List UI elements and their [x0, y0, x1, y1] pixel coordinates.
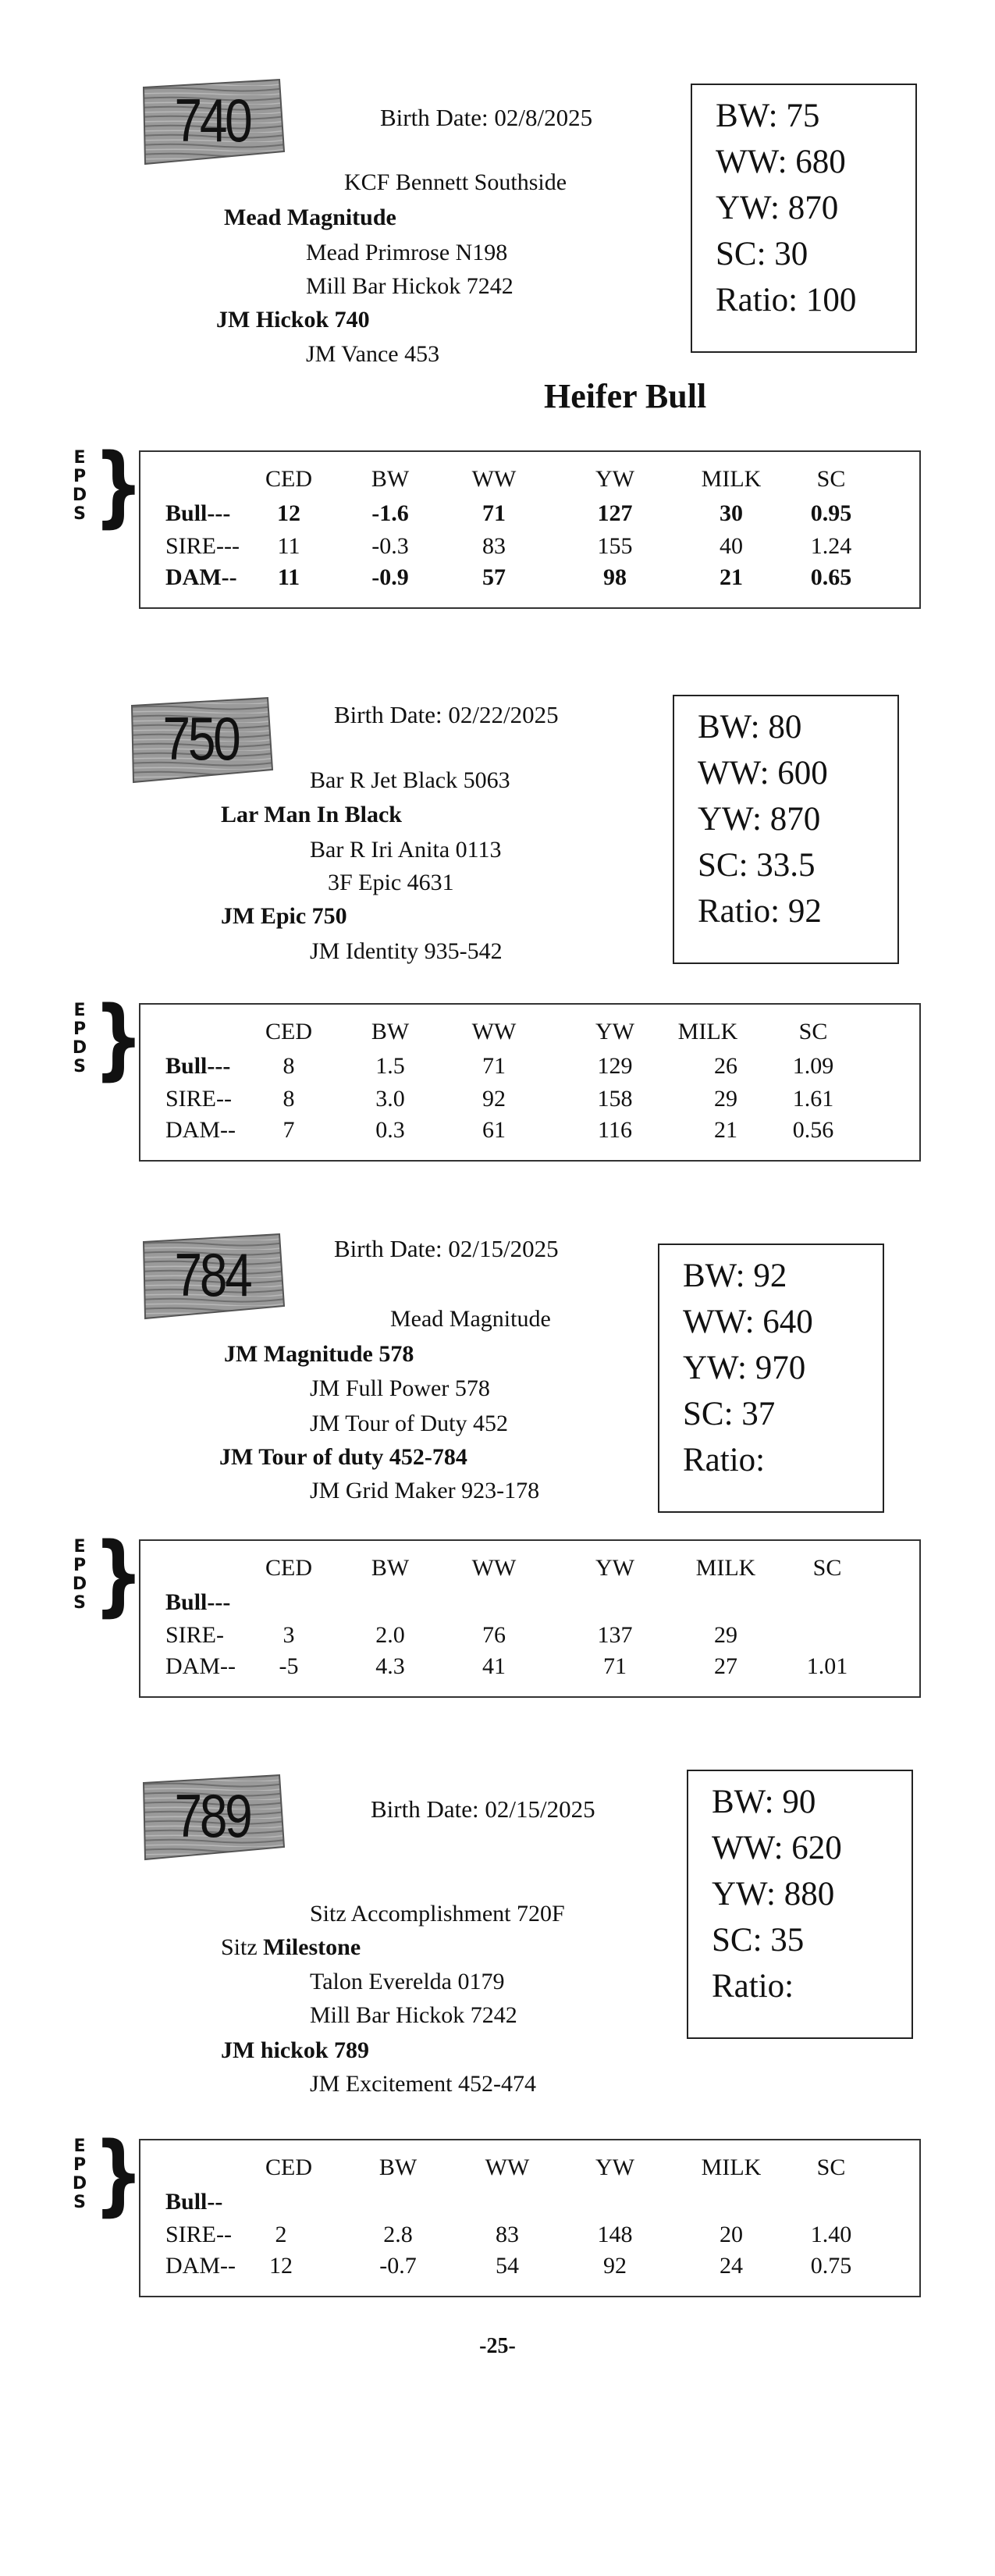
pedigree-line: Mill Bar Hickok 7242 [306, 273, 513, 299]
row-label-dam: DAM-- [165, 564, 237, 590]
table-cell: -0.9 [371, 564, 409, 590]
header-milk: MILK [701, 466, 762, 492]
table-cell: 8 [283, 1086, 295, 1112]
table-cell: 11 [277, 564, 300, 590]
stat-ratio: Ratio: [712, 1968, 794, 2005]
stat-yw: YW: 870 [716, 190, 839, 226]
stat-bw: BW: 90 [712, 1784, 816, 1820]
table-cell: 24 [720, 2253, 743, 2279]
tag-750 [127, 695, 274, 788]
table-cell: 148 [597, 2222, 633, 2247]
table-cell: 98 [603, 564, 627, 590]
epds-label [70, 2124, 144, 2231]
stat-ww: WW: 640 [683, 1304, 813, 1340]
header-yw: YW [595, 2154, 634, 2180]
table-cell: 29 [714, 1622, 737, 1648]
header-bw: BW [378, 2154, 418, 2180]
table-cell: -1.6 [371, 500, 409, 526]
tag-784 [139, 1231, 286, 1325]
pedigree-line: Bar R Jet Black 5063 [310, 767, 510, 793]
pedigree-line: 3F Epic 4631 [328, 870, 454, 895]
epd-table [139, 1003, 921, 1162]
header-ced: CED [265, 1019, 312, 1044]
table-cell: 0.3 [375, 1117, 405, 1143]
epd-table [139, 2139, 921, 2297]
epds-letter: D [72, 1574, 87, 1594]
header-bw: BW [371, 1019, 410, 1044]
table-cell: 137 [597, 1622, 633, 1648]
table-cell: 1.61 [792, 1086, 834, 1112]
header-sc: SC [816, 466, 846, 492]
stat-ratio: Ratio: 92 [698, 893, 822, 930]
row-label-sire: SIRE-- [165, 2222, 232, 2247]
stat-bw: BW: 80 [698, 709, 802, 745]
sire-prefix: Sitz [221, 1934, 258, 1960]
table-cell: 1.01 [806, 1653, 848, 1679]
epds-letter: S [73, 1057, 86, 1076]
epds-letter: P [73, 467, 87, 486]
epds-letter: S [73, 504, 86, 524]
epds-label [70, 988, 144, 1095]
epds-letter: E [73, 448, 86, 468]
pedigree-line: Sitz Accomplishment 720F [310, 1901, 565, 1927]
table-cell: 54 [496, 2253, 519, 2279]
header-milk: MILK [695, 1555, 756, 1581]
table-cell: 71 [603, 1653, 627, 1679]
table-cell: 1.5 [375, 1053, 405, 1079]
table-cell: 27 [714, 1653, 737, 1679]
table-cell: 2.0 [375, 1622, 405, 1648]
stat-bw: BW: 75 [716, 98, 820, 134]
epds-label [70, 1525, 144, 1631]
table-cell: 3.0 [375, 1086, 405, 1112]
table-cell: 0.56 [792, 1117, 834, 1143]
table-cell: 12 [277, 500, 300, 526]
header-milk: MILK [677, 1019, 738, 1044]
stat-yw: YW: 970 [683, 1350, 806, 1386]
table-cell: 8 [283, 1053, 295, 1079]
table-cell: 116 [598, 1117, 632, 1143]
table-cell: 71 [482, 1053, 506, 1079]
pedigree-dam: JM Identity 935-542 [310, 938, 503, 964]
table-cell: 83 [496, 2222, 519, 2247]
pedigree-line: KCF Bennett Southside [344, 169, 567, 195]
stat-ratio: Ratio: 100 [716, 282, 857, 318]
table-cell: 1.40 [810, 2222, 852, 2247]
table-cell: 12 [269, 2253, 293, 2279]
row-label-sire: SIRE--- [165, 533, 240, 559]
table-cell: 0.75 [810, 2253, 852, 2279]
epds-label [70, 436, 144, 543]
tag-number: 789 [174, 1781, 251, 1850]
animal-name: JM Tour of duty 452-784 [219, 1444, 467, 1470]
stats-box [691, 84, 917, 353]
table-cell: 1.24 [810, 533, 852, 559]
table-cell: 155 [597, 533, 633, 559]
table-cell: 41 [482, 1653, 506, 1679]
stats-box [658, 1244, 884, 1513]
header-milk: MILK [701, 2154, 762, 2180]
pedigree-sire: JM Magnitude 578 [224, 1341, 414, 1367]
table-cell: 21 [720, 564, 743, 590]
stat-sc: SC: 33.5 [698, 847, 816, 884]
table-cell: 7 [283, 1117, 295, 1143]
row-label-dam: DAM-- [165, 2253, 236, 2279]
row-label-bull: Bull--- [165, 500, 231, 526]
stat-yw: YW: 880 [712, 1876, 835, 1912]
tag-number: 784 [174, 1240, 251, 1309]
pedigree-dam: JM Vance 453 [306, 341, 440, 367]
pedigree-line: Mead Magnitude [390, 1306, 551, 1332]
tag-number: 750 [162, 704, 239, 773]
table-cell: 57 [482, 564, 506, 590]
table-cell: 0.95 [810, 500, 852, 526]
header-yw: YW [595, 1019, 634, 1044]
stat-ww: WW: 620 [712, 1830, 842, 1866]
row-label-sire: SIRE- [165, 1622, 224, 1648]
table-cell: 30 [720, 500, 743, 526]
epds-letter: E [73, 1001, 86, 1020]
table-cell: 1.09 [792, 1053, 834, 1079]
header-sc: SC [816, 2154, 846, 2180]
epds-letter: D [72, 486, 87, 505]
epds-letter: S [73, 1593, 86, 1613]
pedigree-dam: JM Excitement 452-474 [310, 2071, 536, 2097]
birth-date: Birth Date: 02/15/2025 [334, 1235, 559, 1262]
pedigree-sire [221, 1934, 361, 1961]
stat-ww: WW: 680 [716, 144, 846, 180]
table-cell: 92 [603, 2253, 627, 2279]
stats-box [687, 1770, 913, 2039]
brace-icon: } [93, 2124, 144, 2226]
header-bw: BW [371, 466, 410, 492]
table-cell: 129 [597, 1053, 633, 1079]
table-cell: 2.8 [383, 2222, 413, 2247]
stat-yw: YW: 870 [698, 801, 821, 838]
stat-ratio: Ratio: [683, 1442, 766, 1478]
header-sc: SC [798, 1019, 828, 1044]
header-ced: CED [265, 2154, 312, 2180]
table-cell: 11 [277, 533, 300, 559]
tag-789 [139, 1772, 286, 1866]
brace-icon: } [93, 1525, 144, 1626]
header-ww: WW [471, 1555, 517, 1581]
table-cell: 29 [714, 1086, 737, 1112]
pedigree-line: Mill Bar Hickok 7242 [310, 2002, 517, 2028]
epds-letter: S [73, 2193, 86, 2212]
pedigree-line: JM Full Power 578 [310, 1375, 490, 1401]
table-cell: 0.65 [810, 564, 852, 590]
brace-icon: } [93, 988, 144, 1090]
header-ced: CED [265, 1555, 312, 1581]
stat-sc: SC: 35 [712, 1922, 805, 1959]
table-cell: -5 [279, 1653, 299, 1679]
animal-name: JM Epic 750 [221, 903, 347, 929]
stat-bw: BW: 92 [683, 1258, 787, 1294]
pedigree-sire: Lar Man In Black [221, 802, 402, 827]
heifer-bull-heading: Heifer Bull [544, 377, 707, 415]
pedigree-line: Bar R Iri Anita 0113 [310, 837, 502, 863]
pedigree-line: Mead Primrose N198 [306, 240, 508, 265]
header-ww: WW [485, 2154, 530, 2180]
epds-letter: D [72, 1038, 87, 1058]
header-ww: WW [471, 1019, 517, 1044]
table-cell: 40 [720, 533, 743, 559]
table-cell: 127 [597, 500, 633, 526]
animal-name: JM hickok 789 [221, 2037, 370, 2063]
table-cell: 4.3 [375, 1653, 405, 1679]
pedigree-line: Talon Everelda 0179 [310, 1969, 505, 1994]
pedigree-sire: Mead Magnitude [224, 205, 396, 230]
row-label-sire: SIRE-- [165, 1086, 232, 1112]
stats-box [673, 695, 899, 964]
header-ww: WW [471, 466, 517, 492]
epds-letter: E [73, 1537, 86, 1557]
stat-ww: WW: 600 [698, 755, 828, 792]
row-label-dam: DAM-- [165, 1653, 236, 1679]
table-cell: 92 [482, 1086, 506, 1112]
animal-name: JM Hickok 740 [216, 307, 370, 333]
epd-table [139, 450, 921, 609]
table-cell: 26 [714, 1053, 737, 1079]
table-cell: 20 [720, 2222, 743, 2247]
pedigree-dam: JM Grid Maker 923-178 [310, 1478, 540, 1503]
table-cell: 2 [275, 2222, 287, 2247]
table-cell: 3 [283, 1622, 295, 1648]
header-yw: YW [595, 1555, 634, 1581]
row-label-dam: DAM-- [165, 1117, 236, 1143]
epd-table [139, 1539, 921, 1698]
table-cell: 76 [482, 1622, 506, 1648]
birth-date: Birth Date: 02/15/2025 [371, 1795, 595, 1823]
row-label-bull: Bull--- [165, 1053, 231, 1079]
header-sc: SC [812, 1555, 842, 1581]
header-bw: BW [371, 1555, 410, 1581]
epds-letter: P [73, 1019, 87, 1039]
epds-letter: P [73, 2155, 87, 2175]
birth-date: Birth Date: 02/8/2025 [380, 104, 593, 131]
sire-name: Milestone [263, 1934, 361, 1960]
page-number: -25- [479, 2334, 516, 2358]
stat-sc: SC: 30 [716, 236, 808, 272]
epds-letter: D [72, 2174, 87, 2194]
table-cell: 158 [597, 1086, 633, 1112]
table-cell: 71 [482, 500, 506, 526]
table-cell: -0.3 [371, 533, 409, 559]
birth-date: Birth Date: 02/22/2025 [334, 701, 559, 728]
tag-740 [139, 76, 286, 170]
tag-number: 740 [174, 86, 251, 155]
stat-sc: SC: 37 [683, 1396, 776, 1432]
brace-icon: } [93, 436, 144, 537]
pedigree-line: JM Tour of Duty 452 [310, 1411, 509, 1436]
row-label-bull: Bull-- [165, 2189, 223, 2215]
epds-letter: E [73, 2137, 86, 2156]
header-ced: CED [265, 466, 312, 492]
table-cell: -0.7 [379, 2253, 417, 2279]
table-cell: 61 [482, 1117, 506, 1143]
table-cell: 83 [482, 533, 506, 559]
epds-letter: P [73, 1556, 87, 1575]
header-yw: YW [595, 466, 634, 492]
table-cell: 21 [714, 1117, 737, 1143]
row-label-bull: Bull--- [165, 1589, 231, 1615]
